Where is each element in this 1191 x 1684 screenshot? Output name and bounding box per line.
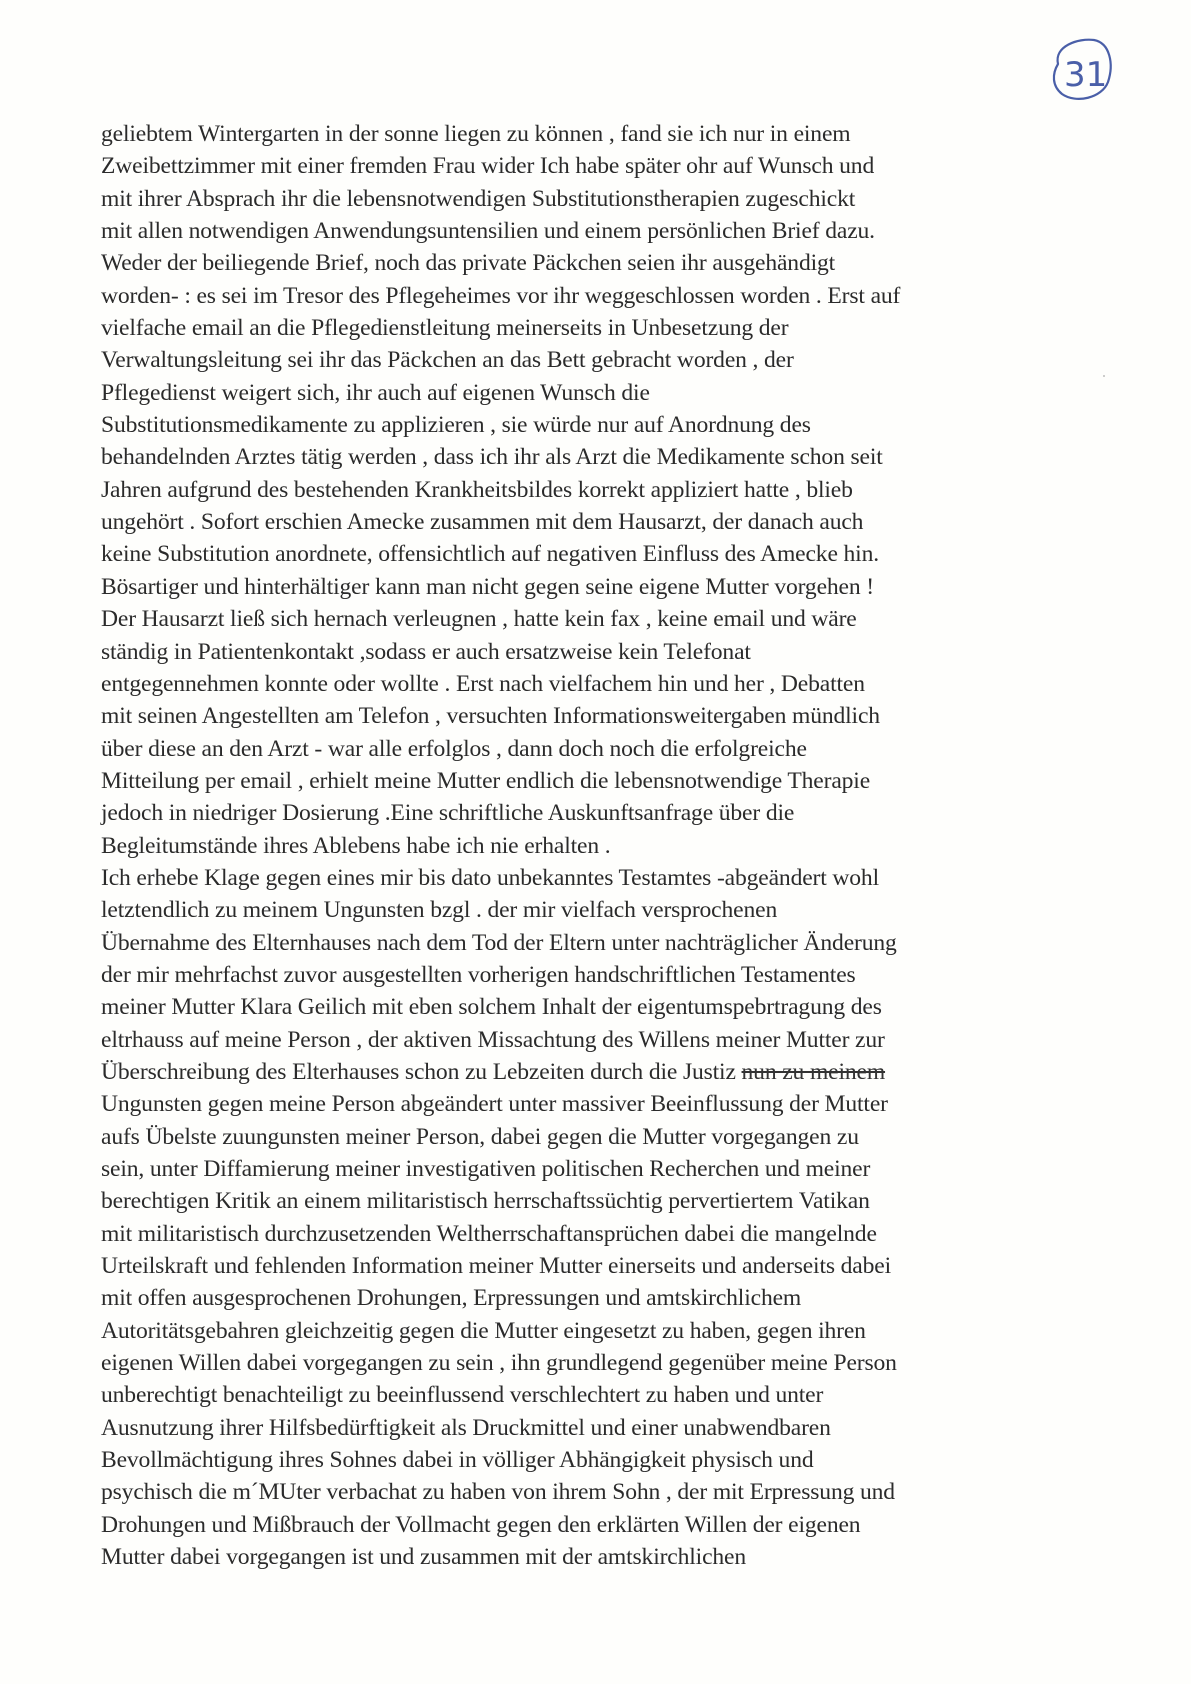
- text-line: eltrhauss auf meine Person , der aktiven Missachtung des Willens meiner Mutter zur: [101, 1026, 885, 1053]
- text-line: [101, 1573, 1111, 1605]
- text-line: aufs Übelste zuungunsten meiner Person, dabei gegen die Mutter vorgegangen zu: [101, 1123, 859, 1150]
- text-line: letztendlich zu meinem Ungunsten bzgl . der mir vielfach versprochenen: [101, 897, 778, 924]
- text-line: Ausnutzung ihrer Hilfsbedürftigkeit als Druckmittel und einer unabwendbaren: [101, 1414, 831, 1441]
- text-line: Verwaltungsleitung sei ihr das Päckchen an das Bett gebracht worden , der: [101, 347, 794, 374]
- text-line: eigenen Willen dabei vorgegangen zu sein , ihn grundlegend gegenüber meine Person: [101, 1350, 897, 1377]
- text-line: Drohungen und Mißbrauch der Vollmacht gegen den erklärten Willen der eigenen: [101, 1511, 861, 1538]
- text-line: geliebtem Wintergarten in der sonne liegen zu können , fand sie ich nur in einem: [101, 121, 851, 147]
- text-line-with-strikethrough: [101, 1056, 1111, 1088]
- text-line: Der Hausarzt ließ sich hernach verleugnen , hatte kein fax , keine email und wäre: [101, 606, 857, 633]
- text-line: Urteilskraft und fehlenden Information meiner Mutter einerseits und anderseits dabei: [101, 1253, 891, 1280]
- page-number-text: 31: [1064, 55, 1108, 95]
- text-line: mit allen notwendigen Anwendungsuntensilien und einem persönlichen Brief dazu.: [101, 218, 875, 245]
- text-line: ungehört . Sofort erschien Amecke zusammen mit dem Hausarzt, der danach auch: [101, 509, 864, 536]
- text-line: Bevollmächtigung ihres Sohnes dabei in völliger Abhängigkeit physisch und: [101, 1447, 814, 1474]
- text-line: meiner Mutter Klara Geilich mit eben solchem Inhalt der eigentumspebrtragung des: [101, 994, 882, 1021]
- text-line: Substitutionsmedikamente zu applizieren , sie würde nur auf Anordnung des: [101, 412, 811, 439]
- text-line: Begleitumstände ihres Ablebens habe ich nie erhalten .: [101, 832, 611, 859]
- text-line: keine Substitution anordnete, offensichtlich auf negativen Einfluss des Amecke hin.: [101, 541, 879, 568]
- text-line: mit offen ausgesprochenen Drohungen, Erpressungen und amtskirchlichem: [101, 1285, 802, 1312]
- text-line: Zweibettzimmer mit einer fremden Frau wider Ich habe später ohr auf Wunsch und: [101, 153, 875, 180]
- text-line: Ich erhebe Klage gegen eines mir bis dato unbekanntes Testamtes -abgeändert wohl: [101, 864, 879, 891]
- text-line: Mitteilung per email , erhielt meine Mutter endlich die lebensnotwendige Therapie: [101, 767, 871, 794]
- struck-text: nun zu meinem: [741, 1058, 886, 1085]
- text-line: Übernahme des Elternhauses nach dem Tod der Eltern unter nachträglicher Änderung: [101, 929, 897, 956]
- text-line: unberechtigt benachteiligt zu beeinflussend verschlechtert zu haben und unter: [101, 1382, 824, 1409]
- text-line: jedoch in niedriger Dosierung .Eine schriftliche Auskunftsanfrage über die: [101, 800, 795, 827]
- text-line: mit seinen Angestellten am Telefon , versuchten Informationsweitergaben mündlich: [101, 703, 880, 730]
- text-line: vielfache email an die Pflegedienstleitung meinerseits in Unbesetzung der: [101, 315, 789, 342]
- text-line: mit militaristisch durchzusetzenden Weltherrschaftansprüchen dabei die mangelnde: [101, 1220, 877, 1247]
- text-line: worden- : es sei im Tresor des Pflegeheimes vor ihr weggeschlossen worden . Erst auf: [101, 282, 901, 309]
- text-line: sein, unter Diffamierung meiner investigativen politischen Recherchen und meiner: [101, 1156, 871, 1182]
- text-line: Pflegedienst weigert sich, ihr auch auf eigenen Wunsch die: [101, 379, 650, 406]
- text-line: mit ihrer Absprach ihr die lebensnotwendigen Substitutionstherapien zugeschickt: [101, 185, 856, 212]
- text-line: psychisch die m´MUter verbachat zu haben von ihrem Sohn , der mit Erpressung und: [101, 1479, 895, 1506]
- text-line: Bösartiger und hinterhältiger kann man nicht gegen seine eigene Mutter vorgehen !: [101, 573, 874, 600]
- text-line: Autoritätsgebahren gleichzeitig gegen die Mutter eingesetzt zu haben, gegen ihren: [101, 1317, 866, 1344]
- text-line: Mutter dabei vorgegangen ist und zusammen mit der amtskirchlichen: [101, 1544, 747, 1571]
- text-line: der mir mehrfachst zuvor ausgestellten vorherigen handschriftlichen Testamentes: [101, 961, 856, 988]
- text-line: ständig in Patientenkontakt ,sodass er auch ersatzweise kein Telefonat: [101, 638, 751, 665]
- text-line: berechtigen Kritik an einem militaristisch herrschaftssüchtig pervertiertem Vatikan: [101, 1188, 870, 1215]
- text-line-start: Überschreibung des Elterhauses schon zu Lebzeiten durch die Justiz: [101, 1058, 742, 1085]
- text-line: Weder der beiliegende Brief, noch das private Päckchen seien ihr ausgehändigt: [101, 250, 836, 277]
- text-line: behandelnden Arztes tätig werden , dass ich ihr als Arzt die Medikamente schon seit: [101, 444, 883, 471]
- text-line: über diese an den Arzt - war alle erfolglos , dann doch noch die erfolgreiche: [101, 735, 807, 762]
- page-number-circle: [1048, 34, 1116, 106]
- text-line: entgegennehmen konnte oder wollte . Erst nach vielfachem hin und her , Debatten: [101, 670, 865, 697]
- body-text: [101, 118, 1111, 1606]
- handwritten-page-number: [1048, 34, 1116, 106]
- text-line: Jahren aufgrund des bestehenden Krankheitsbildes korrekt appliziert hatte , blieb: [101, 476, 853, 503]
- text-line: Ungunsten gegen meine Person abgeändert unter massiver Beeinflussung der Mutter: [101, 1091, 888, 1118]
